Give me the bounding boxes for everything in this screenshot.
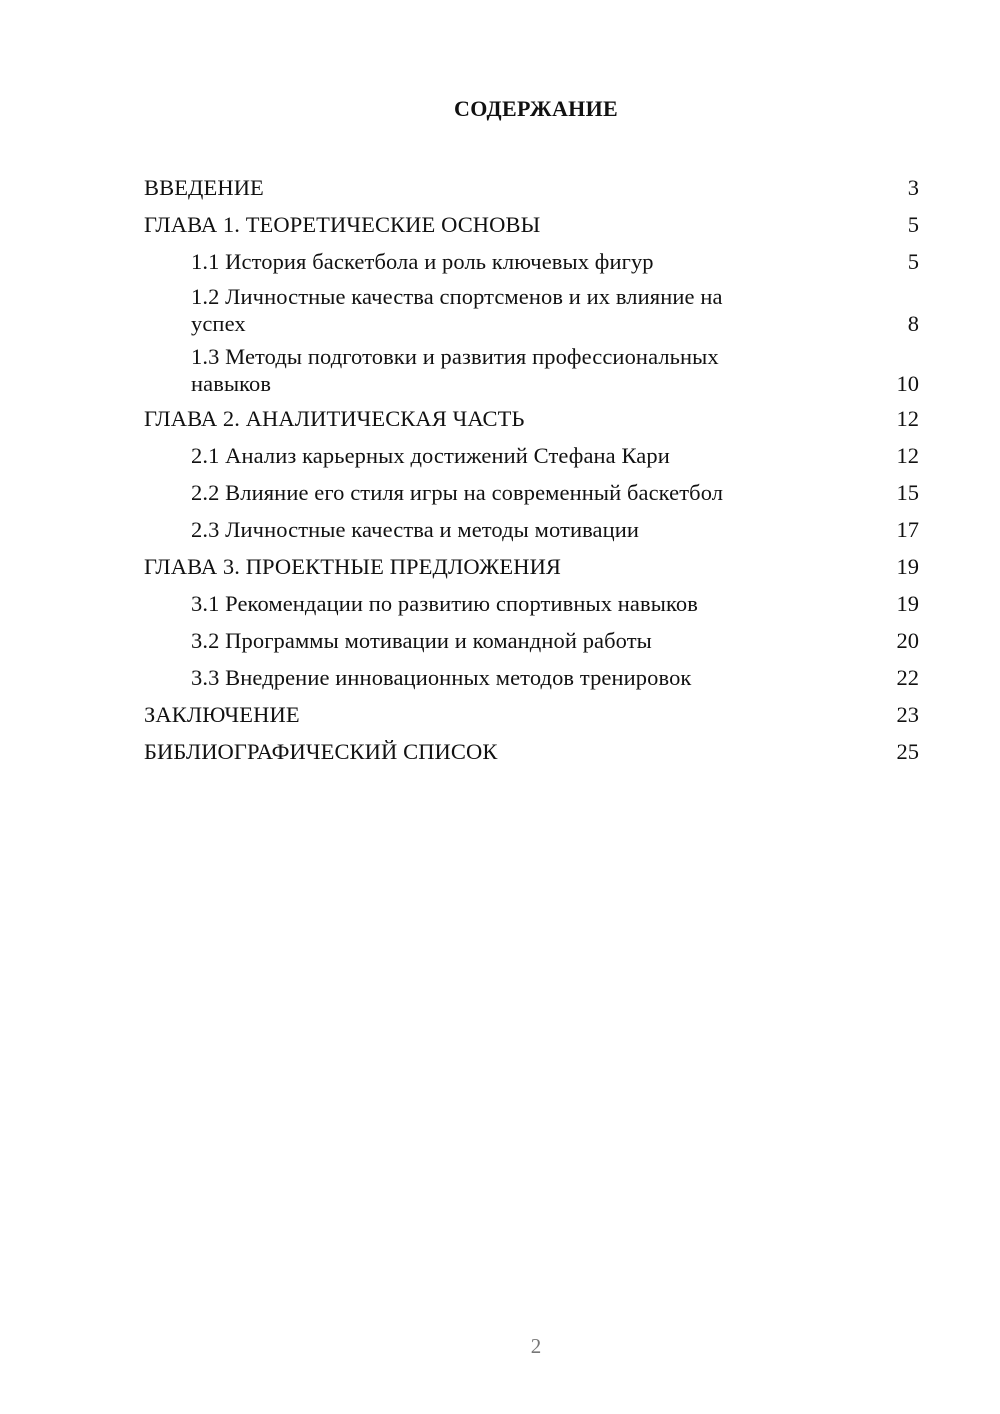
toc-entry-section-2-1[interactable] [144,437,919,474]
toc-entry-page: 19 [896,591,919,616]
toc-entry-text: 1.1 История баскетбола и роль ключевых фигур [191,249,654,274]
toc-entry-page: 5 [907,249,919,274]
toc-entry-text: 3.1 Рекомендации по развитию спортивных навыков [191,591,698,616]
toc-entry-text: 3.3 Внедрение инновационных методов тренировок [191,665,692,690]
toc-entry-introduction[interactable] [144,169,919,206]
toc-entry-page: 3 [907,175,919,200]
toc-entry-chapter-2[interactable] [144,400,919,437]
toc-entry-page: 12 [896,443,919,468]
toc-entry-bibliography[interactable] [144,733,919,770]
toc-entry-text: ГЛАВА 3. ПРОЕКТНЫЕ ПРЕДЛОЖЕНИЯ [144,554,562,579]
toc-entry-section-2-2[interactable] [144,474,919,511]
toc-entry-page: 19 [896,554,919,579]
toc-entry-section-3-2[interactable] [144,622,919,659]
toc-entry-page: 15 [896,480,919,505]
toc-entry-page: 8 [907,311,919,336]
toc-entry-page: 25 [896,739,919,764]
toc-entry-section-1-3[interactable] [144,340,919,400]
toc-entry-page: 10 [896,371,919,396]
toc-entry-page: 22 [896,665,919,690]
toc-entry-text: 1.2 Личностные качества спортсменов и их влияние на успех [191,284,723,336]
toc-entry-section-3-1[interactable] [144,585,919,622]
toc-title: СОДЕРЖАНИЕ [454,96,618,121]
page-number: 2 [530,1334,542,1358]
toc-entry-chapter-1[interactable] [144,206,919,243]
toc-entry-page: 5 [907,212,919,237]
toc-entry-text: 2.3 Личностные качества и методы мотивации [191,517,640,542]
toc-entry-text: ГЛАВА 2. АНАЛИТИЧЕСКАЯ ЧАСТЬ [144,406,525,431]
toc-entry-text: ГЛАВА 1. ТЕОРЕТИЧЕСКИЕ ОСНОВЫ [144,212,541,237]
toc-entry-chapter-3[interactable] [144,548,919,585]
toc-entry-section-3-3[interactable] [144,659,919,696]
toc-entry-section-2-3[interactable] [144,511,919,548]
toc-entry-conclusion[interactable] [144,696,919,733]
toc-entry-text: БИБЛИОГРАФИЧЕСКИЙ СПИСОК [144,739,498,764]
toc-entry-text: 2.2 Влияние его стиля игры на современный баскетбол [191,480,724,505]
toc-entry-page: 23 [896,702,919,727]
toc-entry-page: 12 [896,406,919,431]
toc-entry-text: ЗАКЛЮЧЕНИЕ [144,702,300,727]
toc-list [144,169,919,770]
toc-entry-page: 17 [896,517,919,542]
toc-entry-text: 2.1 Анализ карьерных достижений Стефана Кари [191,443,670,468]
toc-entry-text: ВВЕДЕНИЕ [144,175,264,200]
toc-entry-section-1-1[interactable] [144,243,919,280]
toc-entry-section-1-2[interactable] [144,280,919,340]
toc-entry-page: 20 [896,628,919,653]
toc-entry-text: 3.2 Программы мотивации и командной работы [191,628,652,653]
toc-entry-text: 1.3 Методы подготовки и развития профессиональных навыков [191,344,719,396]
